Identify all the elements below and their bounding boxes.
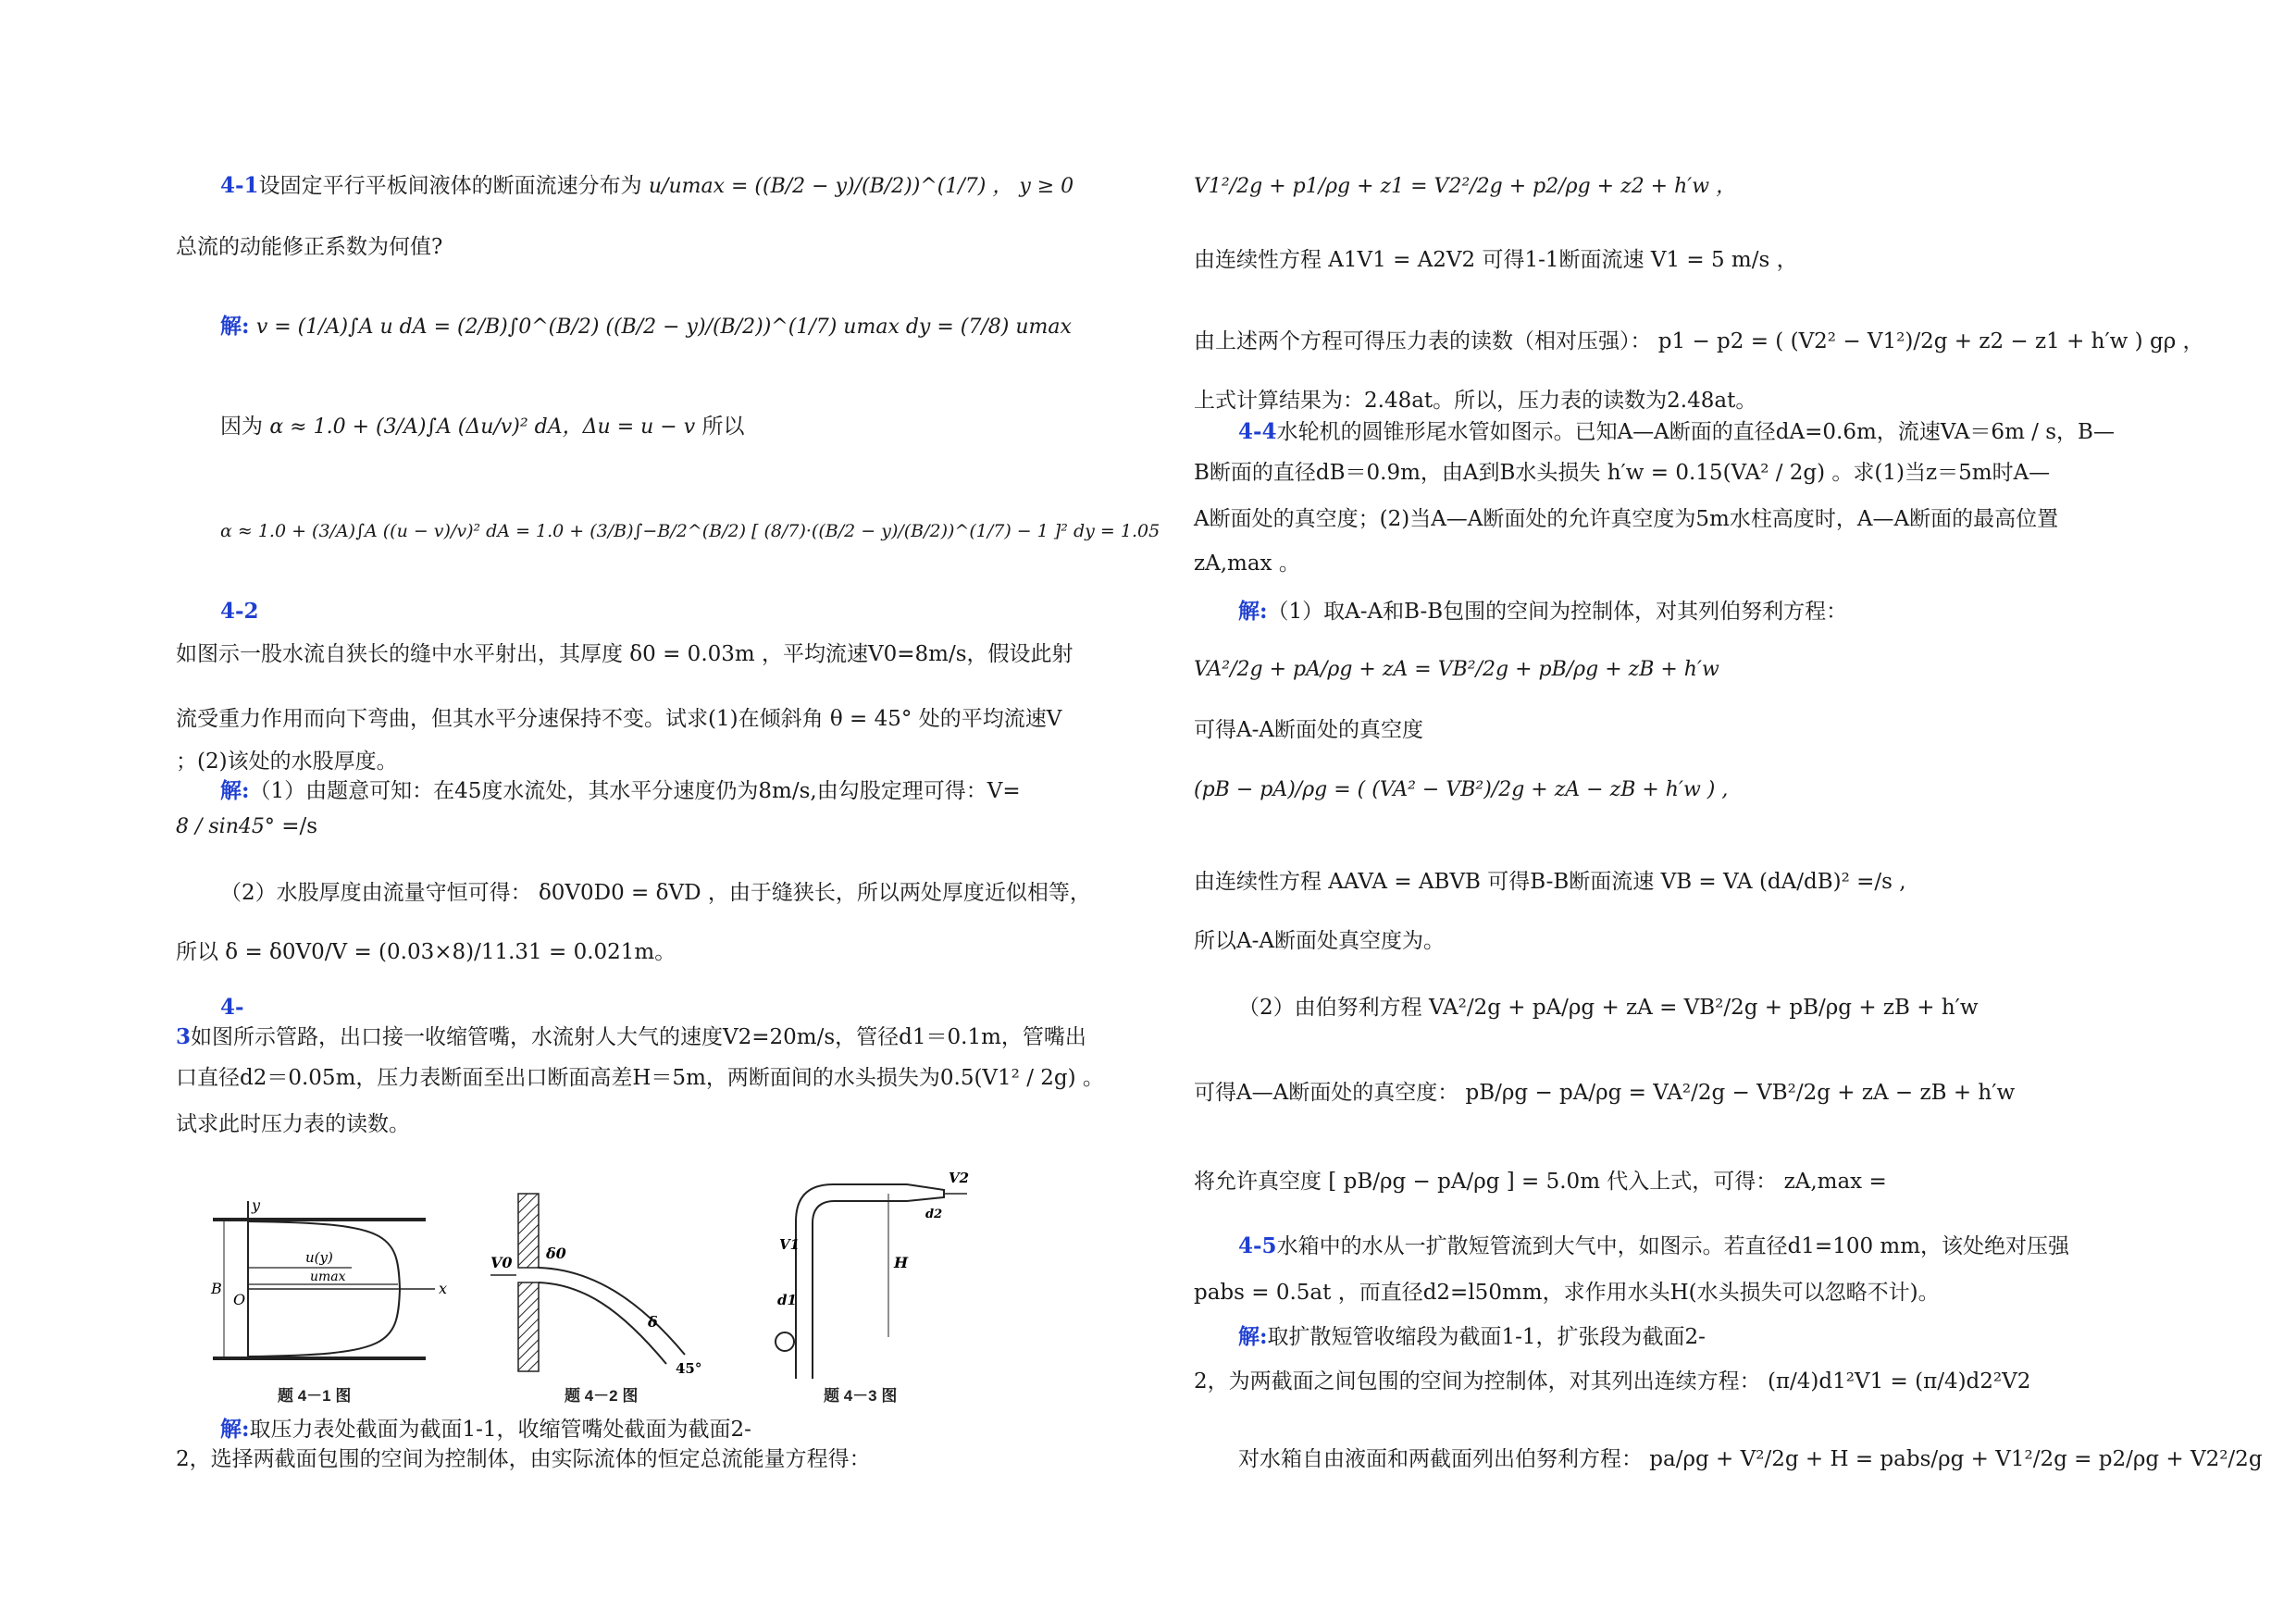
- problem-4-4-continuity: 由连续性方程 AAVA = ABVB 可得B-B断面流速 VB = VA (dA/dB)² =/s ,: [1194, 870, 1906, 894]
- mean-velocity-equation: v = (1/A)∫A u dA = (2/B)∫0^(B/2) ((B/2 − y)/(B/2))^(1/7) umax dy = (7/8) umax: [255, 316, 1072, 339]
- problem-4-2-solution-3: 所以 δ = δ0V0/V = (0.03×8)/11.31 = 0.021m。: [176, 940, 676, 964]
- label-b: B: [211, 1280, 222, 1297]
- problem-4-2-solution-velocity: [176, 811, 317, 843]
- problem-text: 水轮机的圆锥形尾水管如图示。已知A—A断面的直径dA=0.6m，流速VA＝6m / s，B—: [1276, 420, 2115, 444]
- pressure-gauge: [776, 1332, 794, 1351]
- problem-4-4-line1: [1194, 416, 2115, 448]
- problem-4-5-solution-1: [1194, 1321, 1706, 1353]
- problem-4-2-line1: 如图示一股水流自狭长的缝中水平射出，其厚度 δ0 = 0.03m ，平均流速V0=8m/s，假设此射: [176, 642, 1074, 666]
- problem-number: 4-5: [1238, 1233, 1277, 1258]
- pipe-inner: [813, 1201, 907, 1379]
- label-o: O: [233, 1291, 246, 1308]
- jet-upper: [539, 1268, 685, 1355]
- problem-4-5-line2: pabs = 0.5at ，而直径d2=l50mm，求作用水头H(水头损失可以忽略不计)。: [1194, 1281, 1940, 1305]
- left-column: [176, 0, 1175, 1623]
- solution-text: （1）取A-A和B-B包围的空间为控制体，对其列伯努利方程：: [1267, 600, 1848, 624]
- problem-4-4-solution-1: [1194, 596, 1847, 627]
- velocity-distribution-formula: u/umax = ((B/2 − y)/(B/2))^(1/7) ， y ≥ 0: [648, 175, 1074, 198]
- solution-label: 解:: [1238, 1324, 1268, 1349]
- label-delta0: δ0: [546, 1245, 566, 1262]
- solution-text: 取压力表处截面为截面1-1，收缩管嘴处截面为截面2-: [249, 1418, 751, 1442]
- right-column: [1194, 0, 2263, 1623]
- upper-wall: [518, 1194, 539, 1268]
- figure-4-3: [759, 1166, 972, 1382]
- figure-4-2-caption: 题 4－2 图: [565, 1387, 639, 1405]
- problem-4-4-line3: A断面处的真空度；(2)当A—A断面处的允许真空度为5m水柱高度时，A—A断面的最高位置: [1194, 507, 2059, 531]
- problem-text: 如图所示管路，出口接一收缩管嘴，水流射人大气的速度V2=20m/s，管径d1＝0.1m，管嘴出: [191, 1025, 1086, 1049]
- problem-4-2-line3: ；(2)该处的水股厚度。: [176, 750, 398, 774]
- problem-4-3-line2: 口直径d2＝0.05m，压力表断面至出口断面高差H＝5m，两断面间的水头损失为0.5(V1² / 2g) 。: [176, 1066, 1104, 1090]
- solution-text: 取扩散短管收缩段为截面1-1，扩张段为截面2-: [1267, 1325, 1706, 1349]
- problem-number: 4-4: [1238, 419, 1277, 444]
- figure-4-2: [490, 1188, 713, 1382]
- problem-4-5-line1: [1194, 1231, 2069, 1262]
- label-x: x: [439, 1280, 448, 1297]
- problem-4-4-bernoulli: [1194, 653, 1719, 686]
- problem-4-4-solution-4: 将允许真空度 [ pB/ρg − pA/ρg ] = 5.0m 代入上式，可得： zA,max =: [1194, 1170, 1887, 1194]
- label-v0: V0: [490, 1254, 513, 1271]
- figure-4-3-caption: 题 4－3 图: [824, 1387, 898, 1405]
- problem-4-5-solution-2: 2，为两截面之间包围的空间为控制体，对其列出连续方程： (π/4)d1²V1 = (π/4)d2²V2: [1194, 1369, 2031, 1394]
- result-4-3: 上式计算结果为：2.48at。所以，压力表的读数为2.48at。: [1194, 389, 1757, 413]
- problem-4-4-solution-3: 可得A—A断面处的真空度： pB/ρg − pA/ρg = VA²/2g − VB²/2g + zA − zB + h′w: [1194, 1081, 2016, 1105]
- problem-4-5-solution-3: 对水箱自由液面和两截面列出伯努利方程： pa/ρg + V²/2g + H = pabs/ρg + V1²/2g = p2/ρg + V2²/2g: [1238, 1447, 2263, 1471]
- label-d2: d2: [925, 1208, 943, 1221]
- velocity-fraction: 8 / sin45°: [176, 815, 275, 838]
- solution-label: 解:: [220, 314, 250, 339]
- text-prefix: 因为: [220, 415, 263, 439]
- problem-number-part1: 4-: [220, 995, 244, 1020]
- label-d1: d1: [777, 1292, 797, 1308]
- nozzle: [907, 1184, 944, 1201]
- problem-4-4-vacuum-equation: [1194, 774, 1728, 806]
- problem-4-3-line1: [176, 1022, 1086, 1053]
- solution-label: 解:: [220, 1417, 250, 1442]
- problem-4-4-vacuum-label: 可得A-A断面处的真空度: [1194, 718, 1423, 742]
- solution-label: 解:: [1238, 599, 1268, 624]
- problem-text: 设固定平行平板间液体的断面流速分布为: [258, 174, 642, 198]
- problem-4-1-solution-eq1: [176, 311, 1072, 343]
- problem-text: 水箱中的水从一扩散短管流到大气中，如图示。若直径d1=100 mm，该处绝对压强: [1276, 1234, 2070, 1258]
- label-y: y: [252, 1196, 261, 1214]
- problem-4-1-solution-eq2: [176, 411, 744, 443]
- problem-4-1-solution-eq3: [176, 514, 1160, 547]
- problem-4-3-number: [176, 992, 244, 1023]
- label-angle: 45°: [676, 1360, 702, 1377]
- problem-4-4-vacuum-result: 所以A-A断面处真空度为。: [1194, 929, 1445, 953]
- problem-4-1-statement: [176, 170, 1074, 203]
- label-h: H: [894, 1254, 909, 1271]
- problem-number: 4-2: [220, 599, 259, 624]
- problem-4-1-question: 总流的动能修正系数为何值?: [176, 235, 443, 259]
- label-v2: V2: [949, 1170, 970, 1186]
- problem-4-4-line2: B断面的直径dB＝0.9m，由A到B水头损失 h′w = 0.15(VA² / 2g) 。求(1)当z＝5m时A—: [1194, 461, 2051, 485]
- problem-4-2-solution-1: [176, 775, 1021, 807]
- solution-label: 解:: [220, 778, 250, 803]
- text-suffix: 所以: [701, 415, 745, 439]
- problem-4-3-solution-1: [176, 1414, 751, 1445]
- problem-4-4-line4: zA,max 。: [1194, 551, 1300, 576]
- problem-number-part2: 3: [176, 1024, 192, 1049]
- pressure-reading-4-3: 由上述两个方程可得压力表的读数（相对压强）： p1 − p2 = ( (V2² − V1²)/2g + z2 − z1 + h′w ) gρ ，: [1194, 329, 2204, 353]
- alpha-approx-equation: α ≈ 1.0 + (3/A)∫A (Δu/v)² dA，Δu = u − v: [269, 415, 696, 439]
- figure-4-1-caption: 题 4－1 图: [278, 1387, 352, 1405]
- energy-equation: V1²/2g + p1/ρg + z1 = V2²/2g + p2/ρg + z2 + h′w ，: [1194, 175, 1737, 198]
- velocity-tail: =/s: [281, 814, 318, 838]
- problem-4-2-line2: 流受重力作用而向下弯曲，但其水平分速保持不变。试求(1)在倾斜角 θ = 45° 处的平均流速V: [176, 707, 1062, 731]
- label-umax: umax: [310, 1270, 346, 1284]
- solution-text: （1）由题意可知：在45度水流处，其水平分速度仍为8m/s,由勾股定理可得：V=: [249, 779, 1021, 803]
- problem-4-2-number: [176, 596, 259, 627]
- lower-wall: [518, 1282, 539, 1371]
- alpha-result-equation: α ≈ 1.0 + (3/A)∫A ((u − v)/v)² dA = 1.0 + (3/B)∫−B/2^(B/2) [ (8/7)·((B/2 − y)/(B/2))^(1/7) − 1 ]² dy = 1.05: [220, 521, 1160, 541]
- figure-4-1: [204, 1196, 472, 1381]
- problem-4-4-solution-2: （2）由伯努利方程 VA²/2g + pA/ρg + zA = VB²/2g + pB/ρg + zB + h′w: [1238, 996, 1979, 1020]
- continuity-4-3: 由连续性方程 A1V1 = A2V2 可得1-1断面流速 V1 = 5 m/s ，: [1194, 248, 1798, 272]
- label-delta: δ: [648, 1313, 658, 1331]
- problem-4-3-line3: 试求此时压力表的读数。: [176, 1112, 410, 1136]
- problem-4-3-solution-2: 2，选择两截面包围的空间为控制体，由实际流体的恒定总流能量方程得：: [176, 1447, 871, 1471]
- vacuum-equation: (pB − pA)/ρg = ( (VA² − VB²)/2g + zA − zB + h′w ) ,: [1194, 778, 1729, 801]
- label-v1: V1: [779, 1236, 800, 1253]
- problem-4-2-solution-2: （2）水股厚度由流量守恒可得： δ0V0D0 = δVD ，由于缝狭长，所以两处厚度近似相等，: [220, 881, 1091, 905]
- problem-number: 4-1: [220, 173, 259, 198]
- energy-equation-4-3: [1194, 170, 1736, 203]
- label-u: u(y): [305, 1249, 333, 1266]
- bernoulli-equation: VA²/2g + pA/ρg + zA = VB²/2g + pB/ρg + zB + h′w: [1194, 658, 1719, 681]
